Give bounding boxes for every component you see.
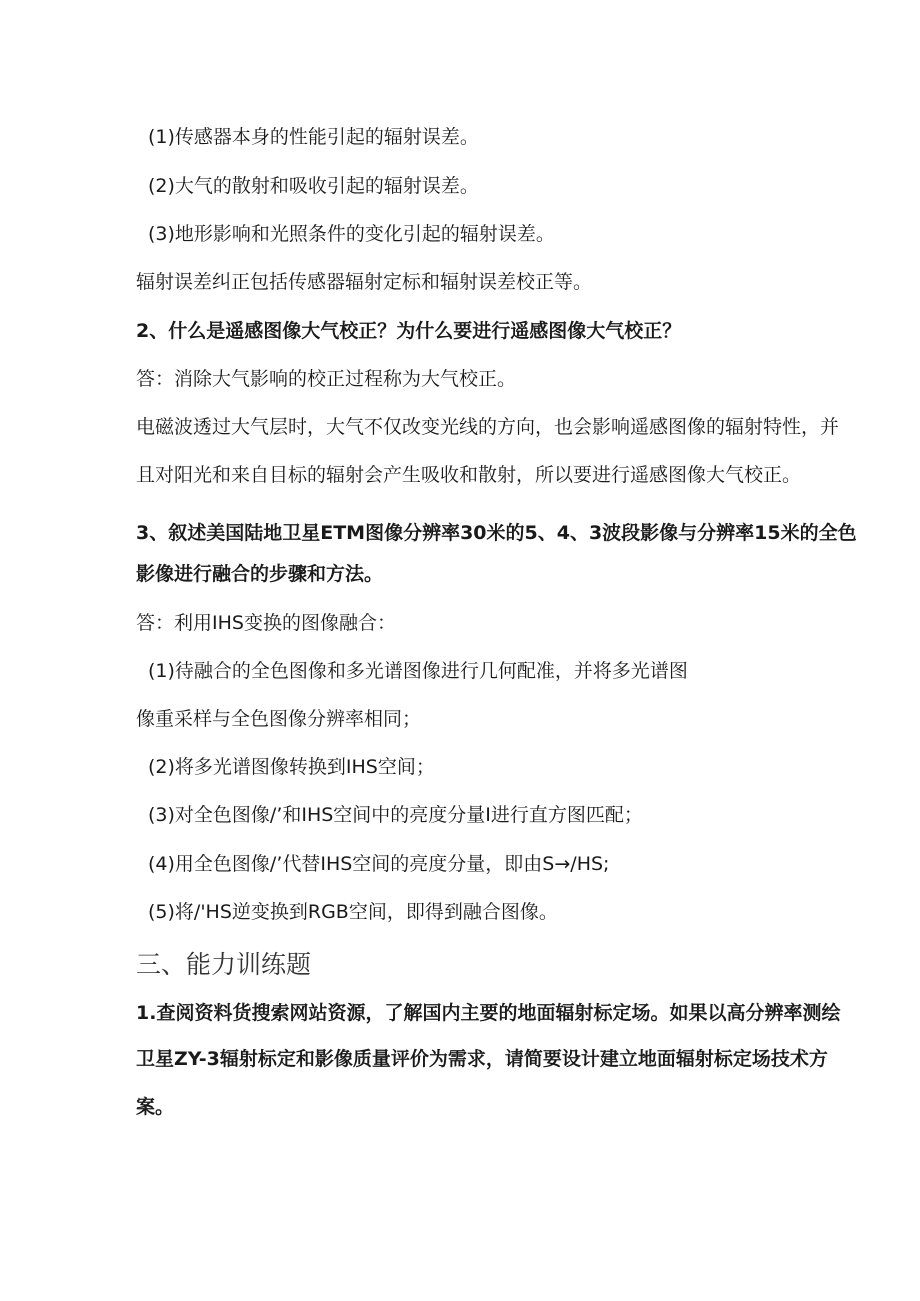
error-source-3: (3)地形影响和光照条件的变化引起的辐射误差。	[148, 223, 555, 245]
question-3-line-1: 3、叙述美国陆地卫星ETM图像分辨率30米的5、4、3波段影像与分辨率15米的全色	[136, 522, 857, 544]
fusion-step-1a: (1)待融合的全色图像和多光谱图像进行几何配准，并将多光谱图	[148, 660, 688, 682]
fusion-step-4: (4)用全色图像/’代替IHS空间的亮度分量，即由S→/HS;	[148, 853, 610, 875]
correction-summary: 辐射误差纠正包括传感器辐射定标和辐射误差校正等。	[136, 271, 593, 293]
section-heading: 三、能力训练题	[136, 950, 312, 979]
answer-3-intro: 答：利用IHS变换的图像融合：	[136, 612, 396, 634]
error-source-1: (1)传感器本身的性能引起的辐射误差。	[148, 126, 479, 148]
answer-2-line-1: 答：消除大气影响的校正过程称为大气校正。	[136, 368, 517, 390]
fusion-step-5: (5)将/'HS逆变换到RGB空间，即得到融合图像。	[148, 901, 558, 923]
exercise-1-line-3: 案。	[136, 1096, 175, 1118]
fusion-step-2: (2)将多光谱图像转换到IHS空间；	[148, 756, 435, 778]
exercise-1-line-2: 卫星ZY-3辐射标定和影像质量评价为需求，请简要设计建立地面辐射标定场技术方	[136, 1048, 828, 1070]
answer-2-line-2: 电磁波透过大气层时，大气不仅改变光线的方向，也会影响遥感图像的辐射特性，并	[136, 416, 840, 438]
question-3-line-2: 影像进行融合的步骤和方法。	[136, 563, 384, 585]
fusion-step-3: (3)对全色图像/’和IHS空间中的亮度分量I进行直方图匹配；	[148, 804, 643, 826]
exercise-1-line-1: 1.查阅资料货搜索网站资源，了解国内主要的地面辐射标定场。如果以高分辨率测绘	[136, 1002, 841, 1024]
fusion-step-1b: 像重采样与全色图像分辨率相同；	[136, 708, 422, 730]
question-2: 2、什么是遥感图像大气校正？为什么要进行遥感图像大气校正？	[136, 320, 682, 342]
answer-2-line-3: 且对阳光和来自目标的辐射会产生吸收和散射，所以要进行遥感图像大气校正。	[136, 464, 802, 486]
error-source-2: (2)大气的散射和吸收引起的辐射误差。	[148, 175, 479, 197]
